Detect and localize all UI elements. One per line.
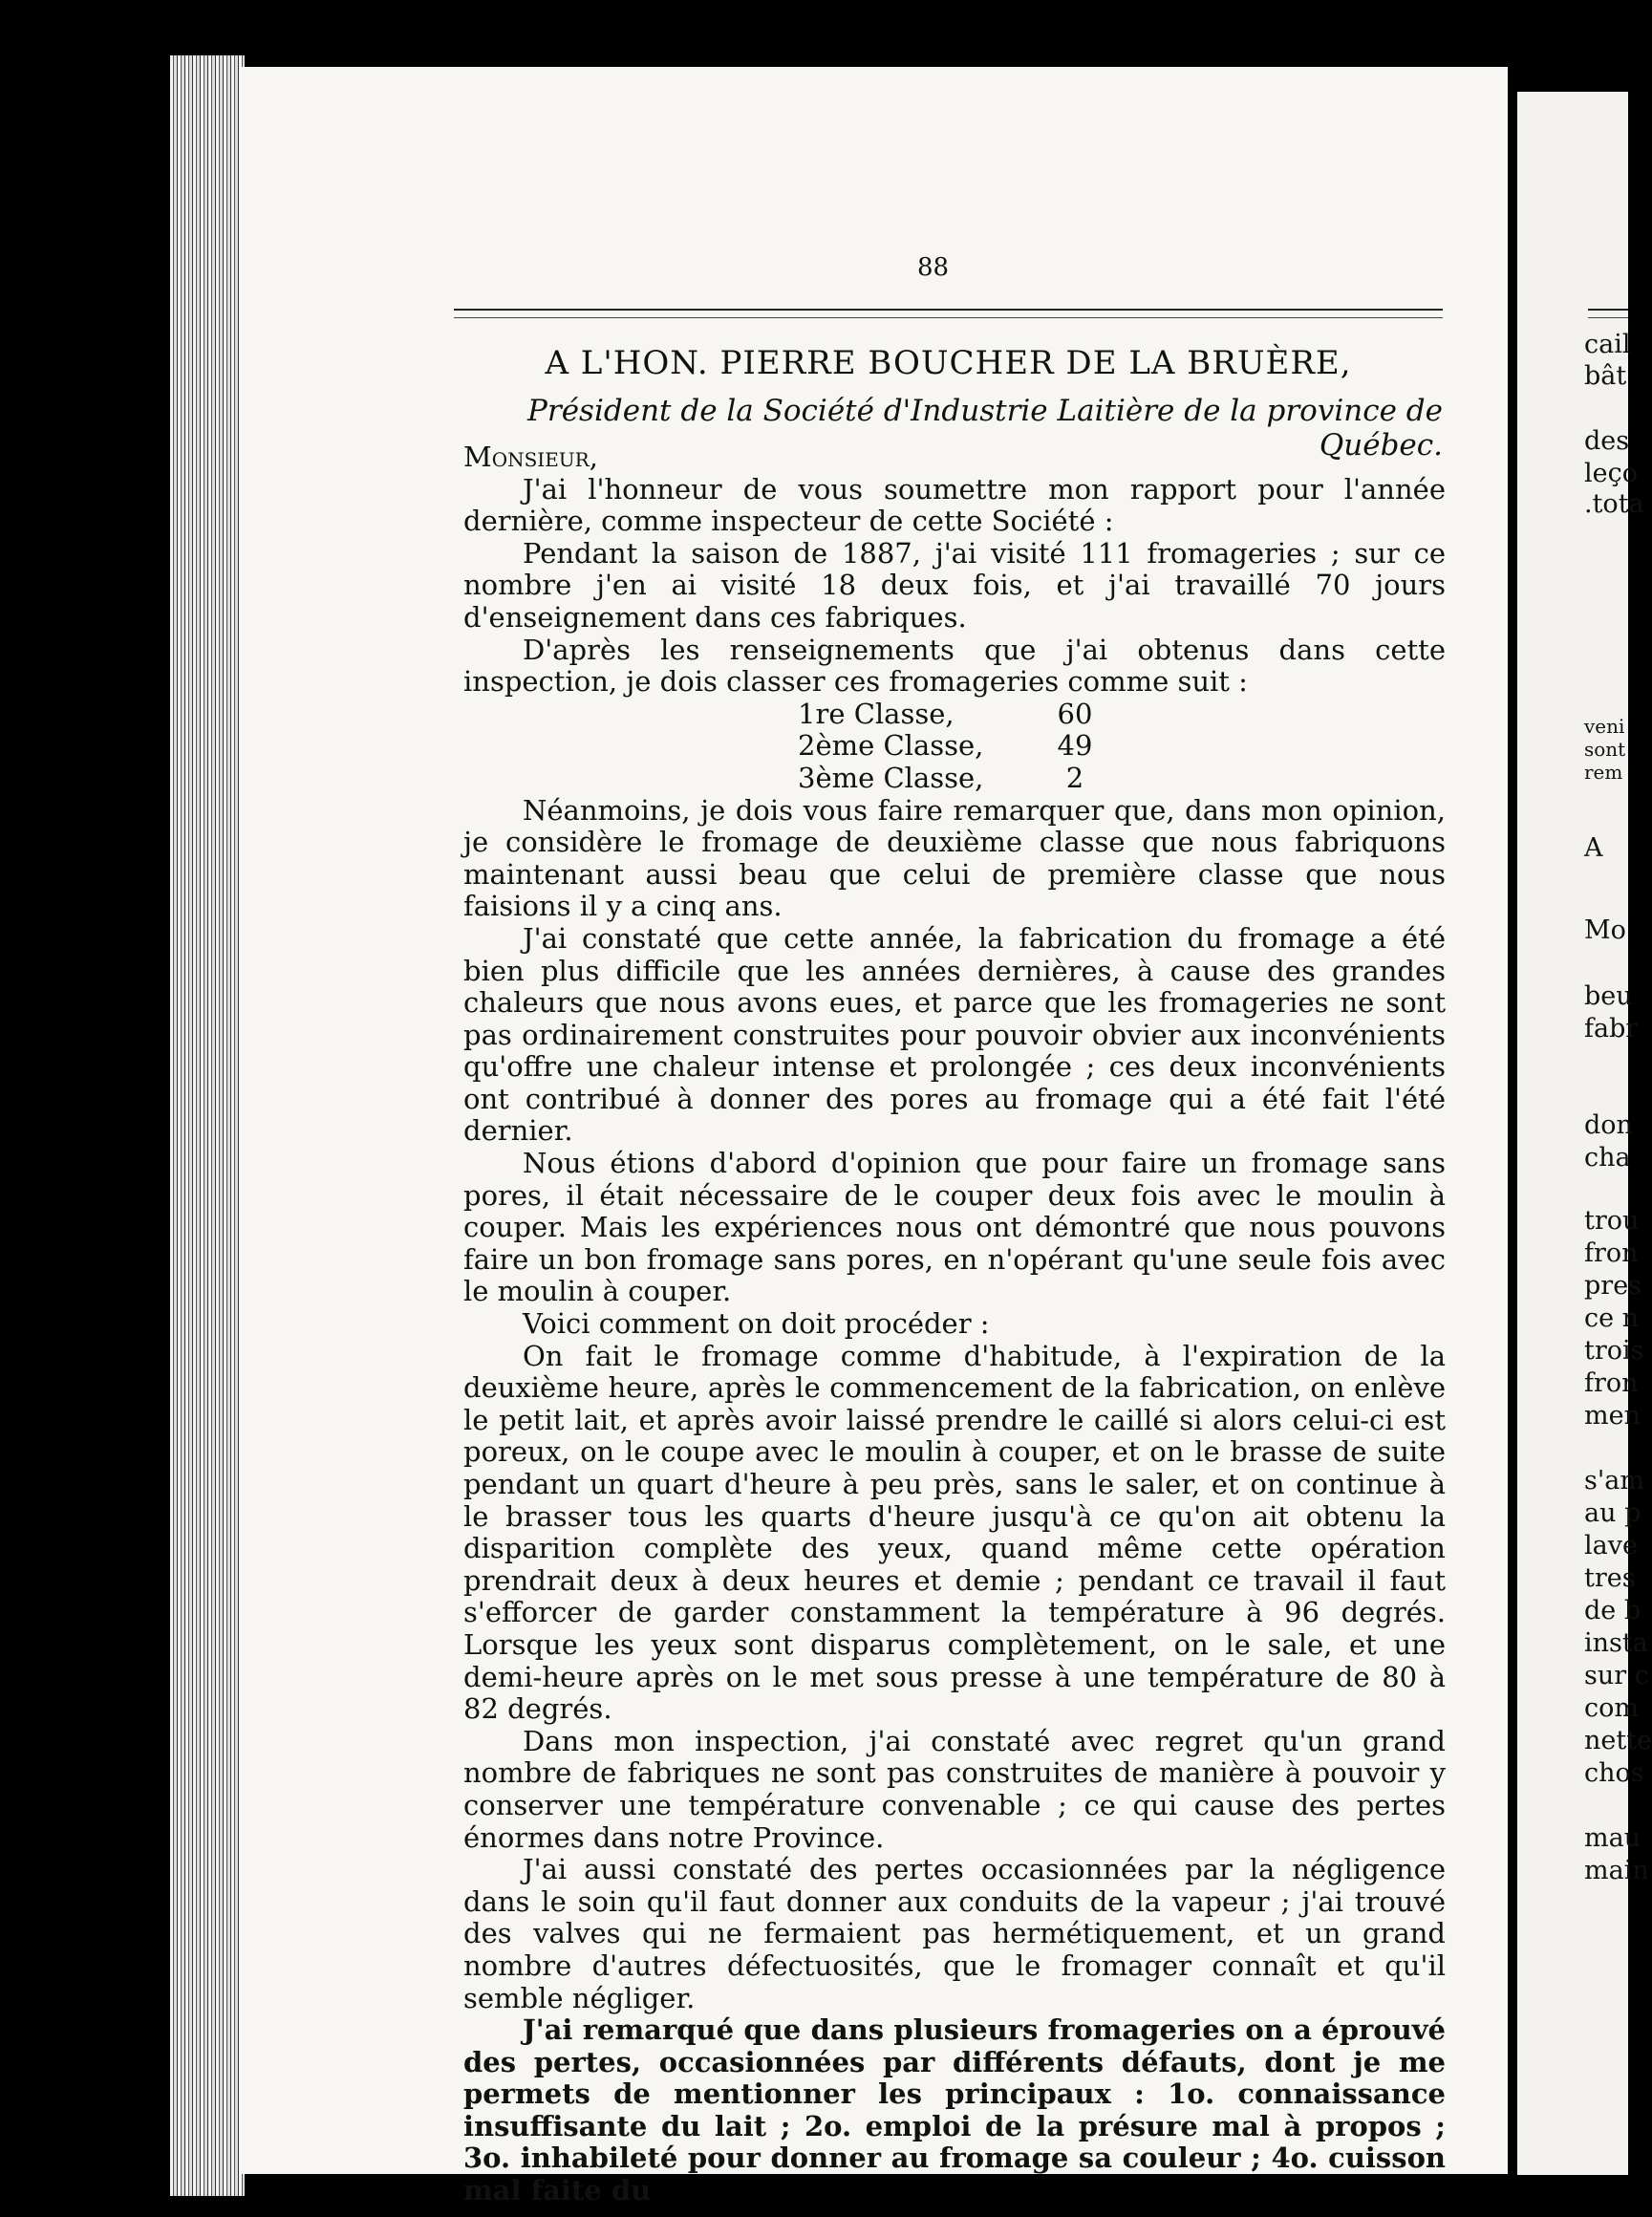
right-page-fragment: main xyxy=(1584,1856,1649,1885)
right-page-fragment: sur c xyxy=(1584,1661,1649,1690)
right-page-fragment: Mo xyxy=(1584,915,1626,945)
right-page-fragment: chos xyxy=(1584,1758,1644,1788)
class-row xyxy=(798,763,1446,795)
classification-table xyxy=(463,699,1446,795)
right-page-fragment: trois xyxy=(1584,1336,1644,1366)
right-page-fragment: trou xyxy=(1584,1206,1640,1236)
class-count: 2 xyxy=(1065,761,1084,794)
right-page-fragment: leço xyxy=(1584,459,1638,488)
book-page-edges xyxy=(170,55,245,2196)
right-page-fragment: au p xyxy=(1584,1498,1641,1528)
page-number: 88 xyxy=(917,253,950,282)
paragraph: D'après les renseignements que j'ai obtenus dans cette inspection, je dois classer ces fromageries comme suit : xyxy=(463,633,1446,699)
paragraph: J'ai remarqué que dans plusieurs fromageries on a éprouvé des pertes, occasionnées par différents défauts, dont je me permets de mentionner les principaux : 1o. connaissance insuffisante du lait ; 2o. emploi de la présure mal à propos ; 3o. inhabileté pour donner au fromage sa couleur ; 4o. cuisson mal faite du xyxy=(463,2013,1446,2207)
paragraph: Néanmoins, je dois vous faire remarquer que, dans mon opinion, je considère le fromage de deuxième classe que nous fabriquons maintenant aussi beau que celui de première classe que nous faisions il y a cinq ans. xyxy=(463,793,1446,923)
right-page-fragment: bât xyxy=(1584,361,1627,391)
right-page-fragment: fron xyxy=(1584,1368,1639,1398)
header-rule-top xyxy=(454,309,1443,311)
letter-subheading: Président de la Société d'Industrie Laitière de la province de Québec. xyxy=(527,394,1443,463)
right-page-fragment: lave xyxy=(1584,1531,1638,1561)
right-page-fragment: beu xyxy=(1584,981,1633,1011)
right-page-fragment: com xyxy=(1584,1693,1639,1723)
header-rule-bottom xyxy=(454,317,1443,318)
right-page-fragment: s'am xyxy=(1584,1466,1644,1496)
class-row xyxy=(798,699,1446,731)
salutation: Monsieur, xyxy=(463,441,598,473)
right-page-fragment: nette xyxy=(1584,1726,1652,1755)
right-page-fragment: cha xyxy=(1584,1143,1631,1173)
right-page-fragment: des xyxy=(1584,426,1630,456)
letter-body xyxy=(463,441,1446,2207)
paragraph: Pendant la saison de 1887, j'ai visité 111 fromageries ; sur ce nombre j'en ai visité 18 deux fois, et j'ai travaillé 70 jours d'enseignement dans ces fabriques. xyxy=(463,536,1446,634)
letter-heading: A L'HON. PIERRE BOUCHER DE LA BRUÈRE, xyxy=(545,344,1352,382)
right-page-fragment: pres xyxy=(1584,1271,1642,1301)
class-row xyxy=(798,730,1446,763)
paragraph: J'ai l'honneur de vous soumettre mon rapport pour l'année dernière, comme inspecteur de cette Société : xyxy=(463,472,1446,538)
class-count: 60 xyxy=(1057,697,1093,730)
right-page-fragment: men xyxy=(1584,1401,1641,1431)
class-name: 1re Classe, xyxy=(798,697,955,730)
paragraph: On fait le fromage comme d'habitude, à l'expiration de la deuxième heure, après le commencement de la fabrication, on enlève le petit lait, et après avoir laissé prendre le caillé si alors celui-ci est poreux, on le coupe avec le moulin à couper, et on le brasse de suite pendant un quart d'heure à peu près, sans le saler, et on continue à le brasser tous les quarts d'heure jusqu'à ce qu'on ait obtenu la disparition complète des yeux, quand même cette opération prendrait deux à deux heures et demie ; pendant ce travail il faut s'efforcer de garder constamment la température à 96 degrés. Lorsque les yeux sont disparus complètement, on le sale, et une demi-heure après on le met sous presse à une température de 80 à 82 degrés. xyxy=(463,1339,1446,1726)
right-page-fragment: rem xyxy=(1584,761,1623,784)
paragraph: J'ai aussi constaté des pertes occasionnées par la négligence dans le soin qu'il faut donner aux conduits de la vapeur ; j'ai trouvé des valves qui ne fermaient pas hermétiquement, et un grand nombre d'autres défectuosités, que le fromager connaît et qu'il semble négliger. xyxy=(463,1853,1446,2014)
paragraph: J'ai constaté que cette année, la fabrication du fromage a été bien plus difficile que les années dernières, à cause des grandes chaleurs que nous avons eues, et parce que les fromageries ne sont pas ordinairement construites pour pouvoir obvier aux inconvénients qu'offre une chaleur intense et prolongée ; ces deux inconvénients ont contribué à donner des pores au fromage qui a été fait l'été dernier. xyxy=(463,921,1446,1148)
right-page-fragment: A xyxy=(1584,833,1603,863)
right-page-fragment: de b xyxy=(1584,1596,1641,1625)
right-page-fragment: mau xyxy=(1584,1823,1641,1853)
right-page-fragment: veni xyxy=(1584,715,1625,738)
right-page-fragment: insta xyxy=(1584,1628,1648,1658)
right-page-rule-top xyxy=(1588,309,1628,311)
paragraph: Voici comment on doit procéder : xyxy=(523,1307,990,1341)
right-page-fragment: cail xyxy=(1584,330,1631,359)
class-count: 49 xyxy=(1057,729,1093,763)
right-page-fragment: fabr xyxy=(1584,1014,1639,1044)
paragraphs-before-table xyxy=(463,474,1446,699)
right-page-fragment: don xyxy=(1584,1110,1633,1140)
class-name: 2ème Classe, xyxy=(798,729,984,763)
paragraphs-after-table xyxy=(463,795,1446,2207)
paragraph: Dans mon inspection, j'ai constaté avec regret qu'un grand nombre de fabriques ne sont pas construites de manière à pouvoir y conserver une température convenable ; ce qui cause des pertes énormes dans notre Province. xyxy=(463,1724,1446,1854)
right-page-fragment: tres xyxy=(1584,1563,1636,1593)
right-page-fragment: fron xyxy=(1584,1238,1639,1268)
paragraph: Nous étions d'abord d'opinion que pour faire un fromage sans pores, il était nécessaire de le couper deux fois avec le moulin à couper. Mais les expériences nous ont démontré que nous pouvons faire un bon fromage sans pores, en n'opérant qu'une seule fois avec le moulin à couper. xyxy=(463,1147,1446,1308)
class-name: 3ème Classe, xyxy=(798,761,984,794)
right-page-fragment: .tota xyxy=(1584,489,1644,519)
right-page-fragment: sont xyxy=(1584,738,1626,761)
right-page-rule-bottom xyxy=(1588,317,1628,318)
right-page-fragment: ce n xyxy=(1584,1303,1640,1333)
